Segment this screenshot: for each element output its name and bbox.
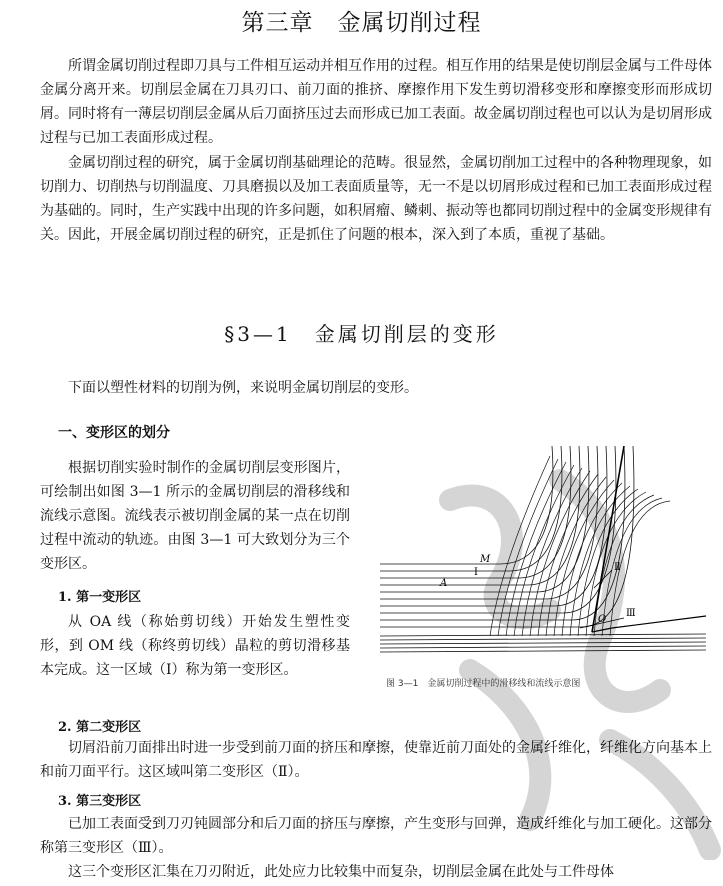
zone-intro-paragraph: 根据切削实验时制作的金属切削层变形图片，可绘制出如图 3—1 所示的金属切削层的滑移线和流线示意图。流线表示被切削金属的某一点在切削过程中流动的轨迹。由图 3—1 可大致划分为三个变形区。 [40,460,350,572]
closing-paragraph: 这三个变形区汇集在刀刃附近，此处应力比较集中而复杂，切削层金属在此处与工件母体 [68,864,614,880]
heading-zone-3: 3. 第三变形区 [58,794,142,809]
tool-rake-face [592,446,624,632]
zone-1-paragraph: 从 OA 线（称始剪切线）开始发生塑性变形，到 OM 线（称终剪切线）晶粒的剪切滑移基本完成。这一区域（Ⅰ）称为第一变形区。 [40,614,350,678]
intro-paragraph-2: 金属切削过程的研究，属于金属切削基础理论的范畴。很显然，金属切削加工过程中的各种物理现象，如切削力、切削热与切削温度、刀具磨损以及加工表面质量等，无一不是以切屑形成过程和已加工表面形成过程为基础的。同时，生产实践中出现的许多问题，如积屑瘤、鳞刺、振动等也都同切削过程中的金属变形规律有关。因此，开展金属切削过程的研究，正是抓住了问题的根本，深入到了本质，重视了基础。 [40,155,712,243]
intro-paragraph-1: 所谓金属切削过程即刀具与工件相互运动并相互作用的过程。相互作用的结果是使切削层金属与工件母体金属分离开来。切削层金属在刀具刃口、前刀面的推挤、摩擦作用下发生剪切滑移变形和摩擦变形而形成切屑。同时将有一薄层切削层金属从后刀面挤压过去而形成已加工表面。故金属切削过程也可以认为是切屑形成过程与已加工表面形成过程。 [40,58,712,146]
machined-surface-flow-line [380,634,706,636]
machined-surface-flow-line [380,642,706,644]
figure-caption: 图 3—1 金属切削过程中的滑移线和流线示意图 [386,679,581,689]
tool-flank [592,616,706,632]
heading-zone-2: 2. 第二变形区 [58,720,142,735]
flow-line [380,446,562,571]
label-zone-III: Ⅲ [626,608,636,619]
figure-slip-and-flow-lines [380,446,710,654]
flow-line [380,446,607,606]
zone-2-paragraph: 切屑沿前刀面排出时进一步受到前刀面的挤压和摩擦，使靠近前刀面处的金属纤维化，纤维化方向基本上和前刀面平行。这区域叫第二变形区（Ⅱ）。 [40,740,712,780]
section-title: §3—1 金属切削层的变形 [224,322,499,346]
label-O: O [598,614,607,625]
label-M: M [480,554,491,565]
label-A: A [440,578,448,589]
label-zone-II: Ⅱ [614,562,621,573]
flow-line [380,446,598,599]
section-intro: 下面以塑性材料的切削为例，来说明金属切削层的变形。 [68,380,418,396]
slip-line [490,456,550,636]
flow-line [380,446,553,564]
zone-3-paragraph: 已加工表面受到刀刃钝圆部分和后刀面的挤压与摩擦，产生变形与回弹，造成纤维化与加工硬化。这部分称第三变形区（Ⅲ）。 [40,816,712,856]
flow-line [380,446,589,592]
label-zone-I: Ⅰ [474,567,478,578]
machined-surface-flow-line [380,650,706,652]
chapter-title: 第三章 金属切削过程 [241,10,482,36]
flow-line [380,446,625,620]
heading-zone-1: 1. 第一变形区 [58,590,142,605]
machined-surface-flow-line [380,638,706,640]
heading-deformation-zones: 一、变形区的划分 [58,425,170,441]
machined-surface-flow-line [380,646,706,648]
flow-line [380,446,634,627]
